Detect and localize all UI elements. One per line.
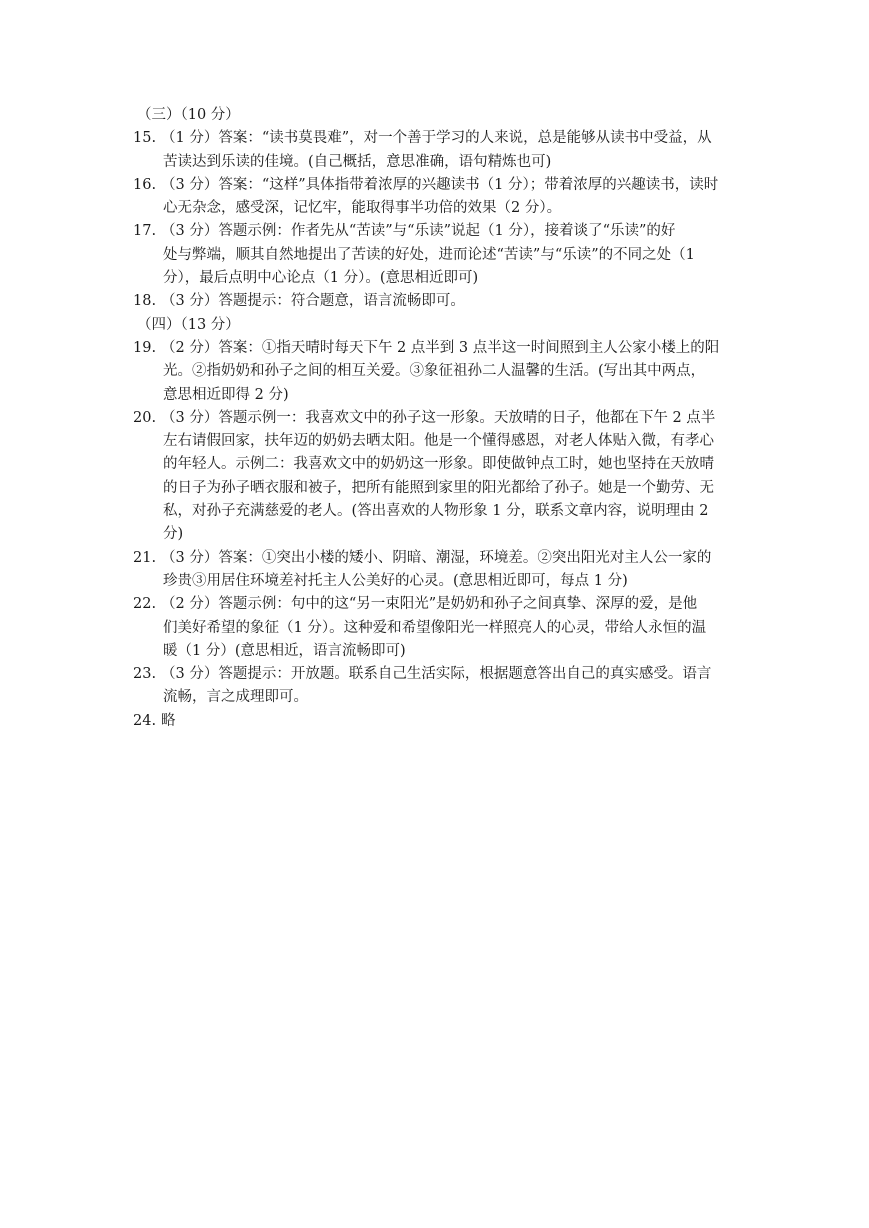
- answer-line: 流畅，言之成理即可。: [163, 689, 308, 706]
- question-17: [133, 220, 737, 290]
- answer-line: （3 分）答题提示：开放题。联系自己生活实际，根据题意答出自己的真实感受。语言: [161, 666, 712, 683]
- answer-line: （3 分）答案：①突出小楼的矮小、阴暗、潮湿，环境差。②突出阳光对主人公一家的: [161, 549, 712, 566]
- question-21: [133, 547, 737, 594]
- answer-line: 处与弊端，顺其自然地提出了苦读的好处，进而论述“苦读”与“乐读”的不同之处（1: [163, 246, 695, 263]
- answer-line: 苦读达到乐读的佳境。(自己概括，意思准确，语句精炼也可): [163, 153, 552, 170]
- question-number: 20.: [133, 409, 157, 426]
- answer-line: （2 分）答案：①指天晴时每天下午 2 点半到 3 点半这一时间照到主人公家小楼上的阳: [161, 339, 720, 356]
- answer-line: 心无杂念，感受深，记忆牢，能取得事半功倍的效果（2 分）。: [163, 200, 562, 217]
- answer-line: 私，对孙子充满慈爱的老人。(答出喜欢的人物形象 1 分，联系文章内容，说明理由 2: [163, 503, 709, 520]
- answer-content: [133, 104, 737, 733]
- answer-line: 分): [163, 526, 184, 543]
- answer-line: 们美好希望的象征（1 分）。这种爱和希望像阳光一样照亮人的心灵，带给人永恒的温: [163, 619, 707, 636]
- question-18: [133, 290, 737, 313]
- section-heading: （三）（10 分）: [137, 107, 240, 123]
- question-number: 16.: [133, 176, 157, 193]
- question-number: 23.: [133, 666, 157, 683]
- answer-line: （3 分）答题示例一：我喜欢文中的孙子这一形象。天放晴的日子，他都在下午 2 点半: [161, 409, 716, 426]
- question-number: 15.: [133, 130, 157, 147]
- answer-line: 光。②指奶奶和孙子之间的相互关爱。③象征祖孙二人温馨的生活。(写出其中两点，: [163, 363, 706, 380]
- answer-line: 的年轻人。示例二：我喜欢文中的奶奶这一形象。即使做钟点工时，她也坚持在天放晴: [163, 456, 714, 473]
- section-heading: （四）（13 分）: [137, 316, 240, 333]
- question-number: 21.: [133, 549, 157, 566]
- question-23: [133, 663, 737, 710]
- answer-line: （3 分）答案：“这样”具体指带着浓厚的兴趣读书（1 分）；带着浓厚的兴趣读书，读时: [161, 176, 719, 193]
- question-20: [133, 407, 737, 547]
- question-15: [133, 127, 737, 174]
- answer-line: 略: [161, 712, 176, 729]
- question-number: 17.: [133, 223, 157, 240]
- answer-line: 分），最后点明中心论点（1 分）。(意思相近即可): [163, 270, 479, 287]
- answer-line: 珍贵③用居住环境差衬托主人公美好的心灵。(意思相近即可，每点 1 分): [163, 572, 628, 589]
- question-number: 22.: [133, 596, 157, 613]
- answer-line: （3 分）答题示例：作者先从“苦读”与“乐读”说起（1 分），接着谈了“乐读”的好: [161, 223, 676, 240]
- question-16: [133, 174, 737, 221]
- answer-line: （2 分）答题示例：句中的这“另一束阳光”是奶奶和孙子之间真挚、深厚的爱，是他: [161, 596, 698, 613]
- answer-line: （1 分）答案：“读书莫畏难”，对一个善于学习的人来说，总是能够从读书中受益，从: [161, 130, 712, 147]
- answer-line: 的日子为孙子晒衣服和被子，把所有能照到家里的阳光都给了孙子。她是一个勤劳、无: [163, 479, 714, 496]
- question-22: [133, 593, 737, 663]
- answer-line: 左右请假回家，扶年迈的奶奶去晒太阳。他是一个懂得感恩，对老人体贴入微，有孝心: [163, 433, 714, 450]
- answer-line: （3 分）答题提示：符合题意，语言流畅即可。: [161, 293, 465, 310]
- question-number: 18.: [133, 293, 157, 310]
- question-number: 24.: [133, 712, 157, 729]
- question-number: 19.: [133, 339, 157, 356]
- question-19: [133, 337, 737, 407]
- question-24: [133, 710, 737, 733]
- answer-line: 意思相近即得 2 分): [163, 386, 289, 403]
- answer-line: 暖（1 分）(意思相近，语言流畅即可): [163, 642, 406, 659]
